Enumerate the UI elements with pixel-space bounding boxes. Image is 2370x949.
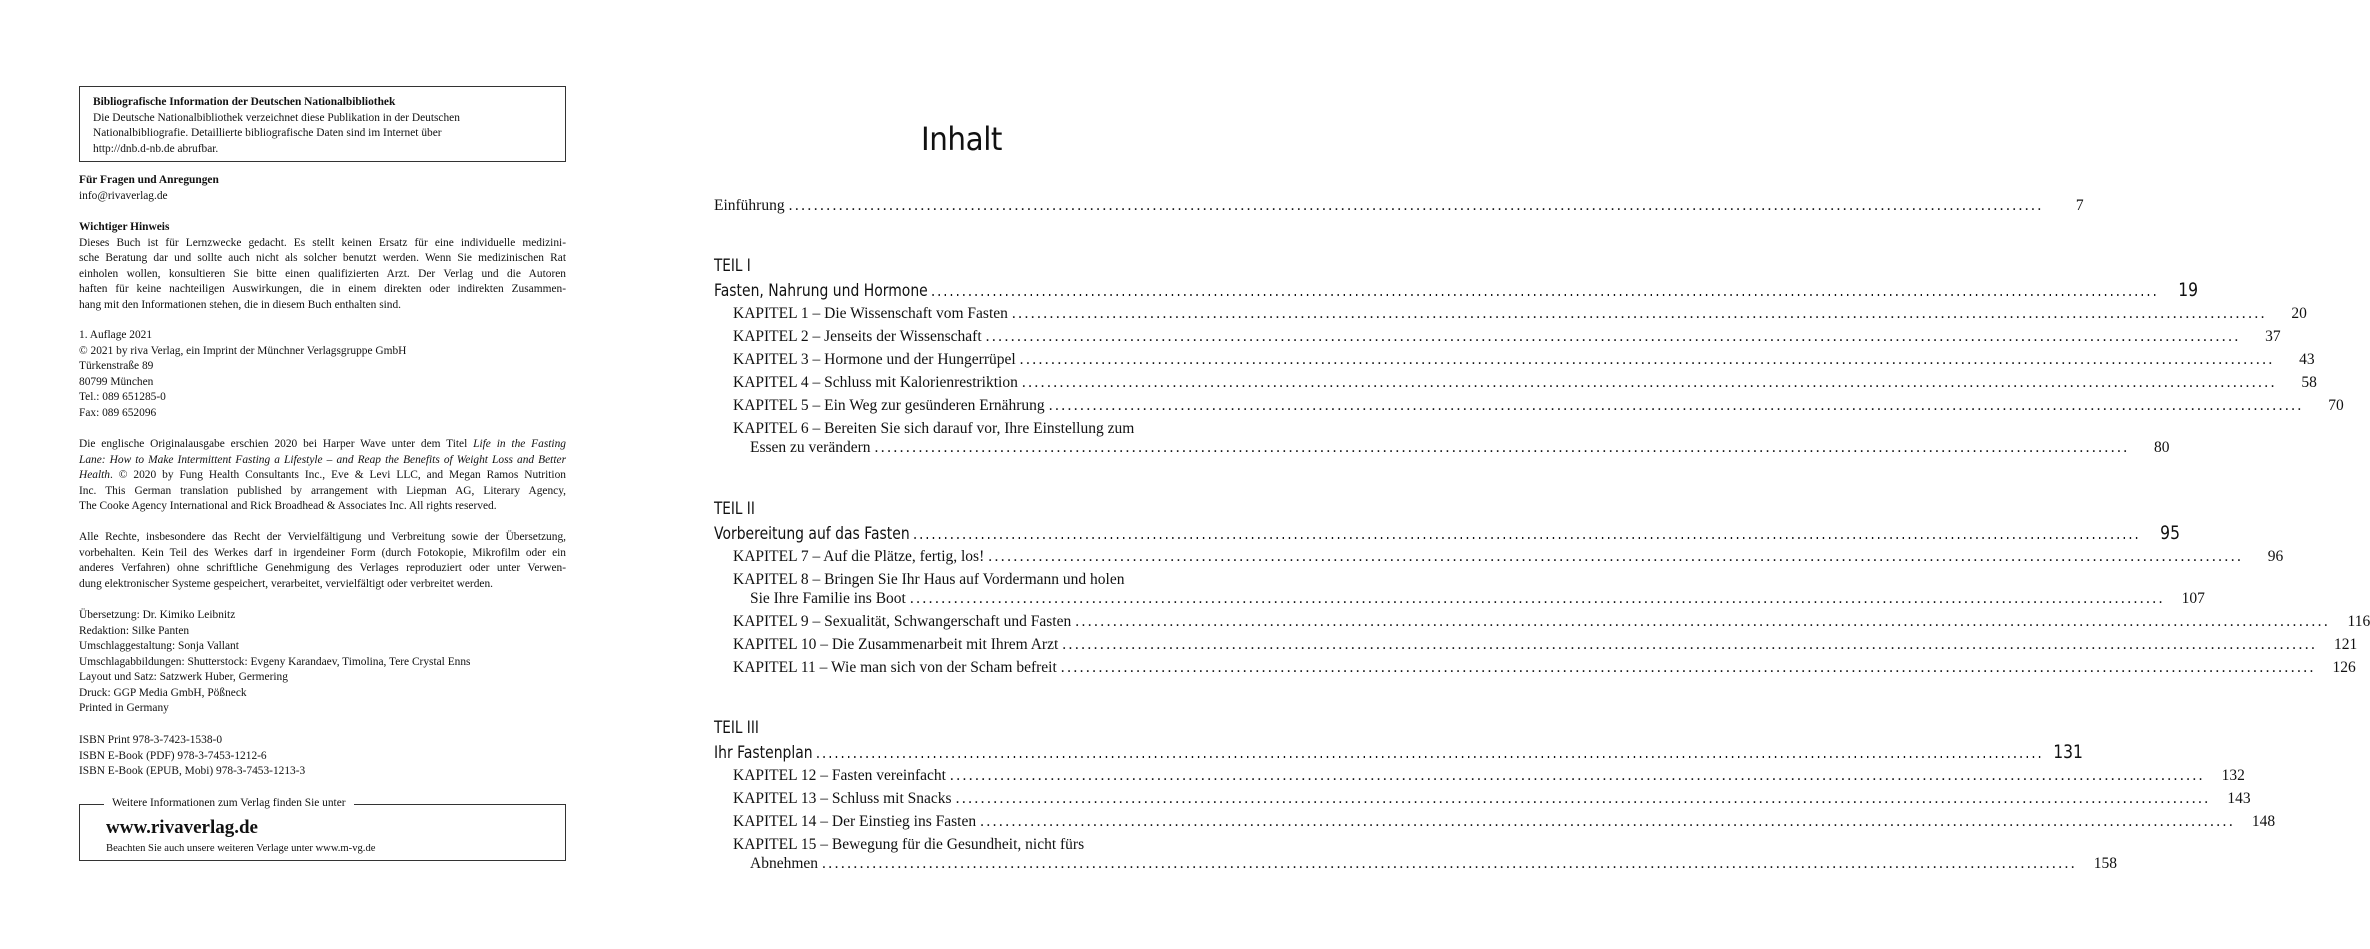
notice-block — [79, 220, 566, 313]
toc-part-entry[interactable] — [714, 522, 2180, 544]
toc-entry-label: KAPITEL 11 – Wie man sich von der Scham befreit — [733, 659, 1057, 676]
publisher-web-box — [79, 797, 566, 861]
part-label: TEIL I — [714, 256, 751, 276]
toc-entry-label: KAPITEL 9 – Sexualität, Schwangerschaft und Fasten — [733, 613, 1072, 630]
leader-dots: ........................................................................................................................................................................................................ — [985, 328, 2241, 345]
toc-chapter-entry[interactable] — [733, 397, 2344, 415]
toc-page-number: 143 — [2227, 790, 2251, 807]
leader-dots: ........................................................................................................................................................................................................ — [912, 524, 2141, 543]
toc-chapter-entry[interactable] — [733, 374, 2317, 392]
toc-page-number: 96 — [2267, 548, 2284, 565]
rights-line: anderes Verfahren) ohne schriftliche Genehmigung des Verlages reproduziert oder unter Verwen- — [79, 562, 566, 574]
part-label: TEIL III — [714, 718, 759, 738]
rights-line: dung elektronischer Systeme gespeichert, verarbeitet, vervielfältigt oder verbreitet werden. — [79, 577, 494, 590]
toc-page-number: 37 — [2265, 328, 2281, 345]
toc-page-number: 132 — [2221, 767, 2245, 784]
credit-line: Umschlaggestaltung: Sonja Vallant — [79, 640, 239, 652]
toc-chapter-entry[interactable] — [733, 328, 2281, 346]
toc-entry-label: Sie Ihre Familie ins Boot — [750, 590, 906, 607]
isbn-line: ISBN E-Book (EPUB, Mobi) 978-3-7453-1213-3 — [79, 765, 306, 777]
original-text: . © 2020 by Fung Health Consultants Inc., Eve & Levi LLC, and Megan Ramos Nutrition — [110, 469, 566, 481]
leader-dots: ........................................................................................................................................................................................................ — [1011, 305, 2267, 322]
toc-page-number: 158 — [2093, 855, 2118, 872]
leader-dots: ........................................................................................................................................................................................................ — [1019, 351, 2275, 368]
original-line: The Cooke Agency International and Rick Broadhead & Associates Inc. All rights reserved. — [79, 500, 497, 512]
toc-part-entry[interactable] — [714, 279, 2199, 301]
toc-page-number: 116 — [2347, 613, 2370, 630]
toc-page-number: 20 — [2291, 305, 2307, 322]
toc-page-number: 95 — [2160, 522, 2180, 544]
toc-entry-label: KAPITEL 13 – Schluss mit Snacks — [733, 790, 952, 807]
imprint-block — [79, 328, 566, 421]
toc-entry-label: Einführung — [714, 197, 785, 214]
toc-entry-label: KAPITEL 7 – Auf die Plätze, fertig, los! — [733, 548, 985, 565]
leader-dots: ........................................................................................................................................................................................................ — [1060, 659, 2316, 676]
leader-dots: ........................................................................................................................................................................................................ — [988, 548, 2244, 565]
toc-page-number: 7 — [2075, 197, 2084, 214]
leader-dots: ........................................................................................................................................................................................................ — [1048, 397, 2304, 414]
rights-line: vorbehalten. Kein Teil des Werkes darf in irgendeiner Form (durch Fotokopie, Mikrofilm oder ein — [79, 546, 566, 559]
web-box-caption: Weitere Informationen zum Verlag finden Sie unter — [104, 796, 354, 812]
original-line: Inc. This German translation published by arrangement with Liepman AG, Literary Agency, — [79, 484, 566, 497]
toc-chapter-entry[interactable] — [733, 813, 2276, 831]
toc-page-number: 107 — [2181, 590, 2205, 607]
contact-email[interactable]: info@rivaverlag.de — [79, 189, 168, 202]
leader-dots: ........................................................................................................................................................................................................ — [980, 813, 2236, 830]
toc-page-number: 80 — [2154, 439, 2170, 456]
notice-heading: Wichtiger Hinweis — [79, 221, 170, 233]
imprint-line: Fax: 089 652096 — [79, 406, 157, 419]
toc-title: Inhalt — [921, 120, 1003, 158]
toc-chapter-entry[interactable] — [733, 548, 2284, 566]
web-box-note: Beachten Sie auch unsere weiteren Verlage unter www.m-vg.de — [106, 843, 376, 854]
credit-line: Redaktion: Silke Panten — [79, 624, 190, 637]
toc-chapter-entry[interactable] — [733, 613, 2370, 631]
notice-line: Dieses Buch ist für Lernzwecke gedacht. Es stellt keinen Ersatz für eine individuelle medizini- — [79, 236, 566, 249]
imprint-line: 1. Auflage 2021 — [79, 329, 153, 341]
toc-entry-label: Essen zu verändern — [750, 439, 871, 456]
toc-entry-label: KAPITEL 4 – Schluss mit Kalorienrestriktion — [733, 374, 1018, 391]
rights-block — [79, 530, 566, 592]
toc-chapter-entry-first-line[interactable]: KAPITEL 6 – Bereiten Sie sich darauf vor, Ihre Einstellung zum — [733, 420, 1135, 437]
toc-chapter-entry-continued[interactable] — [750, 439, 2170, 457]
toc-part-title: Vorbereitung auf das Fasten — [714, 524, 910, 544]
credit-line: Druck: GGP Media GmbH, Pößneck — [79, 686, 247, 699]
notice-line: einholen wollen, konsultieren Sie bitte einen qualifizierten Arzt. Der Verlag und die Autoren — [79, 267, 566, 280]
toc-chapter-entry-continued[interactable] — [750, 590, 2205, 608]
toc-chapter-entry-first-line[interactable]: KAPITEL 8 – Bringen Sie Ihr Haus auf Vordermann und holen — [733, 571, 1125, 588]
toc-entry-intro[interactable] — [714, 197, 2084, 215]
toc-chapter-entry[interactable] — [733, 659, 2356, 677]
toc-page-number: 70 — [2328, 397, 2344, 414]
toc-part-title: Fasten, Nahrung und Hormone — [714, 281, 928, 301]
toc-entry-label: Abnehmen — [750, 855, 819, 872]
toc-page-number: 131 — [2053, 741, 2083, 763]
toc-part-title: Ihr Fastenplan — [714, 743, 813, 763]
toc-page-number: 19 — [2178, 279, 2199, 301]
leader-dots: ........................................................................................................................................................................................................ — [815, 743, 2044, 762]
toc-chapter-entry-continued[interactable] — [750, 855, 2118, 873]
original-line — [79, 437, 566, 453]
credit-line: Umschlagabbildungen: Shutterstock: Evgeny Karandaev, Timolina, Tere Crystal Enns — [79, 655, 471, 668]
toc-chapter-entry[interactable] — [733, 790, 2251, 808]
part-label: TEIL II — [714, 499, 755, 519]
toc-chapter-entry[interactable] — [733, 636, 2358, 654]
leader-dots: ........................................................................................................................................................................................................ — [822, 855, 2078, 872]
leader-dots: ........................................................................................................................................................................................................ — [788, 197, 2044, 214]
credit-line: Printed in Germany — [79, 702, 169, 714]
imprint-line: Tel.: 089 651285-0 — [79, 391, 166, 403]
toc-entry-label: KAPITEL 1 – Die Wissenschaft vom Fasten — [733, 305, 1008, 322]
toc-chapter-entry-first-line[interactable]: KAPITEL 15 – Bewegung für die Gesundheit, nicht fürs — [733, 836, 1085, 853]
original-line — [79, 468, 566, 484]
notice-line: sche Beratung dar und sollte auch nicht als solcher benutzt werden. Wenn Sie medizinischen Rat — [79, 252, 566, 264]
leader-dots: ........................................................................................................................................................................................................ — [874, 439, 2130, 456]
credit-line: Layout und Satz: Satzwerk Huber, Germering — [79, 671, 288, 683]
original-title-line: Lane: How to Make Intermittent Fasting a Lifestyle – and Reap the Benefits of Weight Loss and Better — [79, 453, 566, 466]
toc-entry-label: KAPITEL 10 – Die Zusammenarbeit mit Ihrem Arzt — [733, 636, 1059, 653]
leader-dots: ........................................................................................................................................................................................................ — [949, 767, 2205, 784]
isbn-block — [79, 733, 566, 780]
leader-dots: ........................................................................................................................................................................................................ — [909, 590, 2165, 607]
toc-page-number: 58 — [2301, 374, 2317, 391]
toc-entry-label: KAPITEL 3 – Hormone und der Hungerrüpel — [733, 351, 1016, 368]
toc-chapter-entry[interactable] — [733, 767, 2245, 785]
publisher-url[interactable]: www.rivaverlag.de — [106, 817, 258, 838]
credit-line: Übersetzung: Dr. Kimiko Leibnitz — [79, 609, 236, 621]
toc-entry-label: KAPITEL 2 – Jenseits der Wissenschaft — [733, 328, 982, 345]
bibliographic-info-line: Nationalbibliografie. Detaillierte bibliografische Daten sind im Internet über — [93, 127, 442, 139]
bibliographic-info-line: Die Deutsche Nationalbibliothek verzeichnet diese Publikation in der Deutschen — [93, 111, 460, 124]
leader-dots: ........................................................................................................................................................................................................ — [955, 790, 2211, 807]
leader-dots: ........................................................................................................................................................................................................ — [931, 281, 2159, 300]
isbn-line: ISBN Print 978-3-7423-1538-0 — [79, 734, 223, 746]
imprint-line: Türkenstraße 89 — [79, 360, 154, 372]
toc-entry-label: KAPITEL 12 – Fasten vereinfacht — [733, 767, 946, 784]
toc-chapter-entry[interactable] — [733, 305, 2307, 323]
contact-heading: Für Fragen und Anregungen — [79, 174, 219, 186]
bibliographic-info-title: Bibliografische Information der Deutschen Nationalbibliothek — [93, 96, 396, 108]
leader-dots: ........................................................................................................................................................................................................ — [1021, 374, 2277, 391]
original-text: Die englische Originalausgabe erschien 2020 bei Harper Wave unter dem Titel — [79, 438, 474, 450]
leader-dots: ........................................................................................................................................................................................................ — [1062, 636, 2318, 653]
toc-page-number: 121 — [2334, 636, 2358, 653]
imprint-line: © 2021 by riva Verlag, ein Imprint der Münchner Verlagsgruppe GmbH — [79, 344, 407, 357]
rights-line: Alle Rechte, insbesondere das Recht der Vervielfältigung und Verbreitung sowie der Übersetzung, — [79, 531, 566, 543]
contact-block — [79, 173, 566, 204]
notice-line: hang mit den Informationen stehen, die in diesem Buch enthalten sind. — [79, 298, 402, 311]
original-title: Life in the Fasting — [473, 438, 566, 450]
bibliographic-info-box — [79, 86, 566, 162]
original-title: Health — [79, 469, 111, 481]
imprint-line: 80799 München — [79, 375, 154, 388]
toc-part-entry[interactable] — [714, 741, 2083, 763]
original-edition-block — [79, 437, 566, 515]
bibliographic-info-line: http://dnb.d-nb.de abrufbar. — [93, 142, 219, 155]
credits-block — [79, 608, 566, 717]
toc-entry-label: KAPITEL 14 – Der Einstieg ins Fasten — [733, 813, 977, 830]
isbn-line: ISBN E-Book (PDF) 978-3-7453-1212-6 — [79, 749, 267, 762]
toc-chapter-entry[interactable] — [733, 351, 2315, 369]
toc-entry-label: KAPITEL 5 – Ein Weg zur gesünderen Ernährung — [733, 397, 1045, 414]
toc-page-number: 126 — [2332, 659, 2356, 676]
toc-page-number: 43 — [2299, 351, 2315, 368]
toc-page-number: 148 — [2251, 813, 2276, 830]
leader-dots: ........................................................................................................................................................................................................ — [1075, 613, 2331, 630]
notice-line: haften für keine nachteiligen Auswirkungen, die in einem direkten oder indirekten Zusammen- — [79, 283, 566, 295]
